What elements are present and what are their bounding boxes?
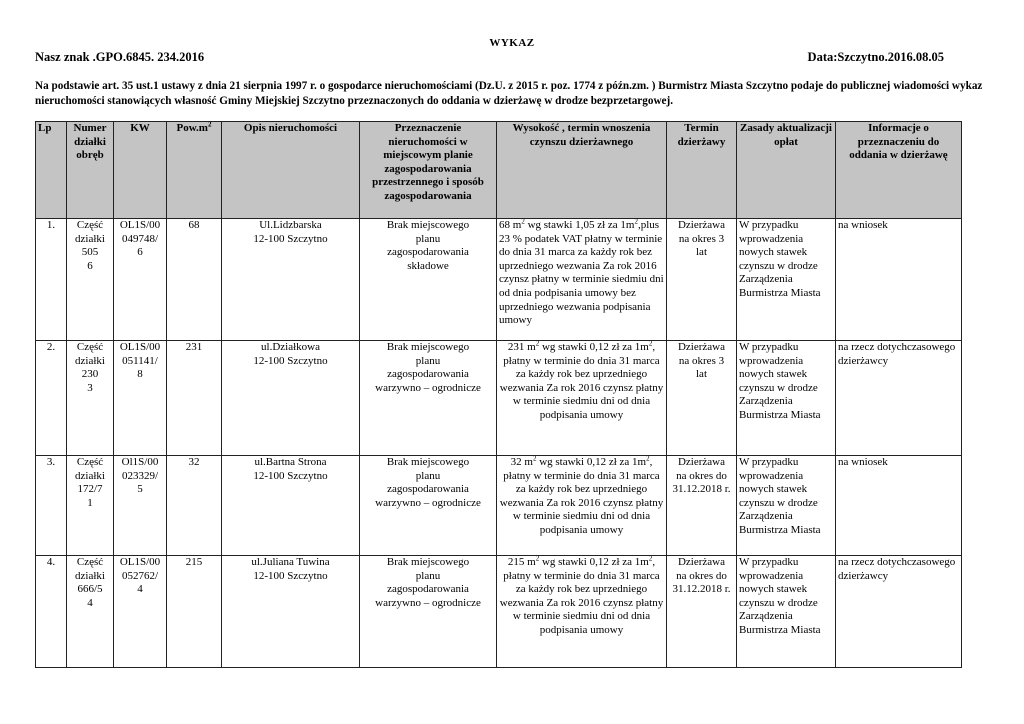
purpose-line: planu (415, 354, 441, 367)
purpose-line: zagospodarowania (387, 246, 469, 259)
document-title: WYKAZ (489, 37, 535, 49)
cell-update-rules: W przypadku wprowadzenia nowych stawek czynszu w drodze Zarządzenia Burmistrza Miasta (737, 219, 836, 341)
cell-term (667, 556, 737, 668)
parcel-line: działki (75, 354, 105, 367)
kw-line: Ol1S/00 (121, 456, 159, 468)
rent-rate: wg stawki 0,12 zł za 1m (539, 341, 649, 353)
purpose-line: planu (415, 569, 441, 582)
superscript-2: 2 (535, 340, 540, 348)
cell-term (667, 456, 737, 556)
superscript-2: 2 (535, 555, 540, 563)
cell-lp: 4. (36, 556, 67, 668)
lease-table (35, 121, 962, 668)
cell-info: na rzecz dotychczasowego dzierżawcy (836, 556, 962, 668)
header-area-sup: 2 (207, 121, 212, 129)
term-line: na okres 3 (678, 354, 725, 367)
description-line: 12-100 Szczytno (253, 569, 328, 582)
header-kw: KW (114, 122, 167, 219)
header-area (167, 122, 222, 219)
cell-info: na wniosek (836, 456, 962, 556)
parcel-line: 6 (87, 259, 93, 272)
intro-paragraph: Na podstawie art. 35 ust.1 ustawy z dnia 21 sierpnia 1997 r. o gospodarce nieruchomościami (Dz.U. z 2015 r. poz. 1774 z późn.zm. ) Burmistrz Miasta Szczytno podaje do publicznej wiadomości wykaz nieruchomości stanowiących własność Gminy Miejskiej Szczytno przeznaczonych do oddania w dzierżawę w drodze bezprzetargowej. (35, 80, 983, 107)
header-parcel: Numer działki obręb (67, 122, 114, 219)
superscript-2: 2 (532, 455, 537, 463)
header-purpose: Przeznaczenie nieruchomości w miejscowym planie zagospodarowania przestrzennego i sposób zagospodarowania (360, 122, 497, 219)
parcel-line: 172/7 (77, 483, 103, 496)
reference-number: Nasz znak .GPO.6845. 234.2016 (35, 50, 205, 64)
cell-rent (497, 219, 667, 341)
purpose-line: planu (415, 469, 441, 482)
rent-area: 215 m (507, 556, 536, 568)
cell-rent (497, 556, 667, 668)
table-row (36, 341, 962, 456)
table-row (36, 456, 962, 556)
superscript-2: 2 (646, 455, 650, 463)
kw-line: 4 (137, 583, 143, 596)
purpose-line: zagospodarowania (387, 368, 469, 381)
cell-lp: 3. (36, 456, 67, 556)
kw-line: 049748/ (121, 232, 159, 245)
header-info: Informacje o przeznaczeniu do oddania w dzierżawę (836, 122, 962, 219)
rent-area: 32 m (510, 456, 533, 468)
cell-purpose (360, 456, 497, 556)
cell-term (667, 219, 737, 341)
cell-lp: 1. (36, 219, 67, 341)
table-row (36, 556, 962, 668)
cell-purpose (360, 219, 497, 341)
term-line: lat (696, 246, 707, 259)
parcel-line: 505 (81, 246, 99, 259)
rent-rate: wg stawki 1,05 zł za 1m (524, 219, 635, 231)
kw-line: 023329/ (121, 469, 159, 482)
purpose-line: warzywno – ogrodnicze (375, 496, 481, 509)
purpose-line: Brak miejscowego (386, 341, 470, 353)
cell-rent (497, 456, 667, 556)
header-term: Termin dzierżawy (667, 122, 737, 219)
cell-description (222, 341, 360, 456)
purpose-line: warzywno – ogrodnicze (375, 596, 481, 609)
description-line: 12-100 Szczytno (253, 232, 328, 245)
kw-line: OL1S/00 (119, 556, 161, 568)
purpose-line: zagospodarowania (387, 583, 469, 596)
superscript-2: 2 (648, 340, 653, 348)
cell-parcel (67, 341, 114, 456)
parcel-line: 1 (87, 496, 93, 509)
superscript-2: 2 (521, 218, 525, 226)
kw-line: 8 (137, 368, 143, 381)
rent-terms: , płatny w terminie do dnia 31 marca za każdy rok bez uprzedniego wezwania Za rok 2016 czynsz płatny w terminie siedmiu dni od dnia podpisania umowy (499, 556, 664, 636)
cell-parcel (67, 219, 114, 341)
cell-info: na rzecz dotychczasowego dzierżawcy (836, 341, 962, 456)
header-rent: Wysokość , termin wnoszenia czynszu dzierżawnego (497, 122, 667, 219)
description-line: 12-100 Szczytno (253, 469, 328, 482)
term-line: na okres 3 (678, 232, 725, 245)
header-lp: Lp (36, 122, 67, 219)
term-line: na okres do (676, 469, 727, 482)
purpose-line: planu (415, 232, 441, 245)
table-row (36, 219, 962, 341)
rent-rate: wg stawki 0,12 zł za 1m (536, 456, 647, 468)
cell-kw (114, 219, 167, 341)
cell-description (222, 219, 360, 341)
rent-terms: ,plus 23 % podatek VAT płatny w terminie do dnia 31 marca za każdy rok bez uprzedniego wezwania Za rok 2016 czynsz płatny w terminie siedmiu dni od dnia podpisania umowy bez uprzedniego wezwania podpisania umowy (499, 219, 664, 327)
header-update-rules: Zasady aktualizacji opłat (737, 122, 836, 219)
cell-area: 215 (167, 556, 222, 668)
document-date: Data:Szczytno.2016.08.05 (807, 50, 944, 64)
cell-update-rules: W przypadku wprowadzenia nowych stawek czynszu w drodze Zarządzenia Burmistrza Miasta (737, 341, 836, 456)
cell-term (667, 341, 737, 456)
description-line: 12-100 Szczytno (253, 354, 328, 367)
term-line: Dzierżawa (677, 456, 726, 468)
kw-line: 6 (137, 246, 143, 259)
term-line: Dzierżawa (677, 556, 726, 568)
kw-line: OL1S/00 (119, 341, 161, 353)
kw-line: 051141/ (122, 354, 158, 367)
term-line: 31.12.2018 r. (672, 483, 731, 496)
cell-parcel (67, 456, 114, 556)
purpose-line: Brak miejscowego (386, 456, 470, 468)
purpose-line: zagospodarowania (387, 483, 469, 496)
purpose-line: warzywno – ogrodnicze (375, 381, 481, 394)
parcel-line: działki (75, 569, 105, 582)
purpose-line: składowe (407, 259, 449, 272)
parcel-line: działki (75, 469, 105, 482)
description-line: Ul.Lidzbarska (259, 219, 322, 231)
cell-purpose (360, 341, 497, 456)
description-line: ul.Bartna Strona (254, 456, 327, 468)
cell-description (222, 456, 360, 556)
cell-rent (497, 341, 667, 456)
parcel-line: 3 (87, 381, 93, 394)
parcel-line: działki (75, 232, 105, 245)
rent-area: 231 m (507, 341, 536, 353)
rent-area: 68 m (499, 219, 522, 231)
parcel-line: 666/5 (77, 583, 103, 596)
cell-area: 68 (167, 219, 222, 341)
term-line: lat (696, 368, 707, 381)
purpose-line: Brak miejscowego (386, 219, 470, 231)
cell-update-rules: W przypadku wprowadzenia nowych stawek czynszu w drodze Zarządzenia Burmistrza Miasta (737, 556, 836, 668)
rent-terms: , płatny w terminie do dnia 31 marca za każdy rok bez uprzedniego wezwania Za rok 2016 czynsz płatny w terminie siedmiu dni od dnia podpisania umowy (499, 456, 664, 536)
term-line: Dzierżawa (677, 341, 726, 353)
cell-description (222, 556, 360, 668)
header-description: Opis nieruchomości (222, 122, 360, 219)
header-area-label: Pow.m (176, 122, 208, 134)
parcel-line: Część (76, 219, 104, 231)
cell-kw (114, 556, 167, 668)
cell-kw (114, 456, 167, 556)
cell-info: na wniosek (836, 219, 962, 341)
parcel-line: 230 (81, 368, 99, 381)
superscript-2: 2 (648, 555, 653, 563)
kw-line: 052762/ (121, 569, 159, 582)
cell-area: 231 (167, 341, 222, 456)
description-line: ul.Juliana Tuwina (251, 556, 330, 568)
cell-kw (114, 341, 167, 456)
cell-lp: 2. (36, 341, 67, 456)
kw-line: 5 (137, 483, 143, 496)
description-line: ul.Działkowa (261, 341, 320, 353)
kw-line: OL1S/00 (119, 219, 161, 231)
parcel-line: Część (76, 456, 104, 468)
rent-terms: , płatny w terminie do dnia 31 marca za każdy rok bez uprzedniego wezwania Za rok 2016 czynsz płatny w terminie siedmiu dni od dnia podpisania umowy (499, 341, 664, 421)
purpose-line: Brak miejscowego (386, 556, 470, 568)
cell-area: 32 (167, 456, 222, 556)
cell-parcel (67, 556, 114, 668)
term-line: Dzierżawa (677, 219, 726, 231)
rent-rate: wg stawki 0,12 zł za 1m (539, 556, 649, 568)
parcel-line: 4 (87, 596, 93, 609)
cell-purpose (360, 556, 497, 668)
term-line: 31.12.2018 r. (672, 583, 731, 596)
cell-update-rules: W przypadku wprowadzenia nowych stawek czynszu w drodze Zarządzenia Burmistrza Miasta (737, 456, 836, 556)
parcel-line: Część (76, 556, 104, 568)
table-header-row (36, 122, 962, 219)
superscript-2: 2 (634, 218, 638, 226)
parcel-line: Część (76, 341, 104, 353)
term-line: na okres do (676, 569, 727, 582)
